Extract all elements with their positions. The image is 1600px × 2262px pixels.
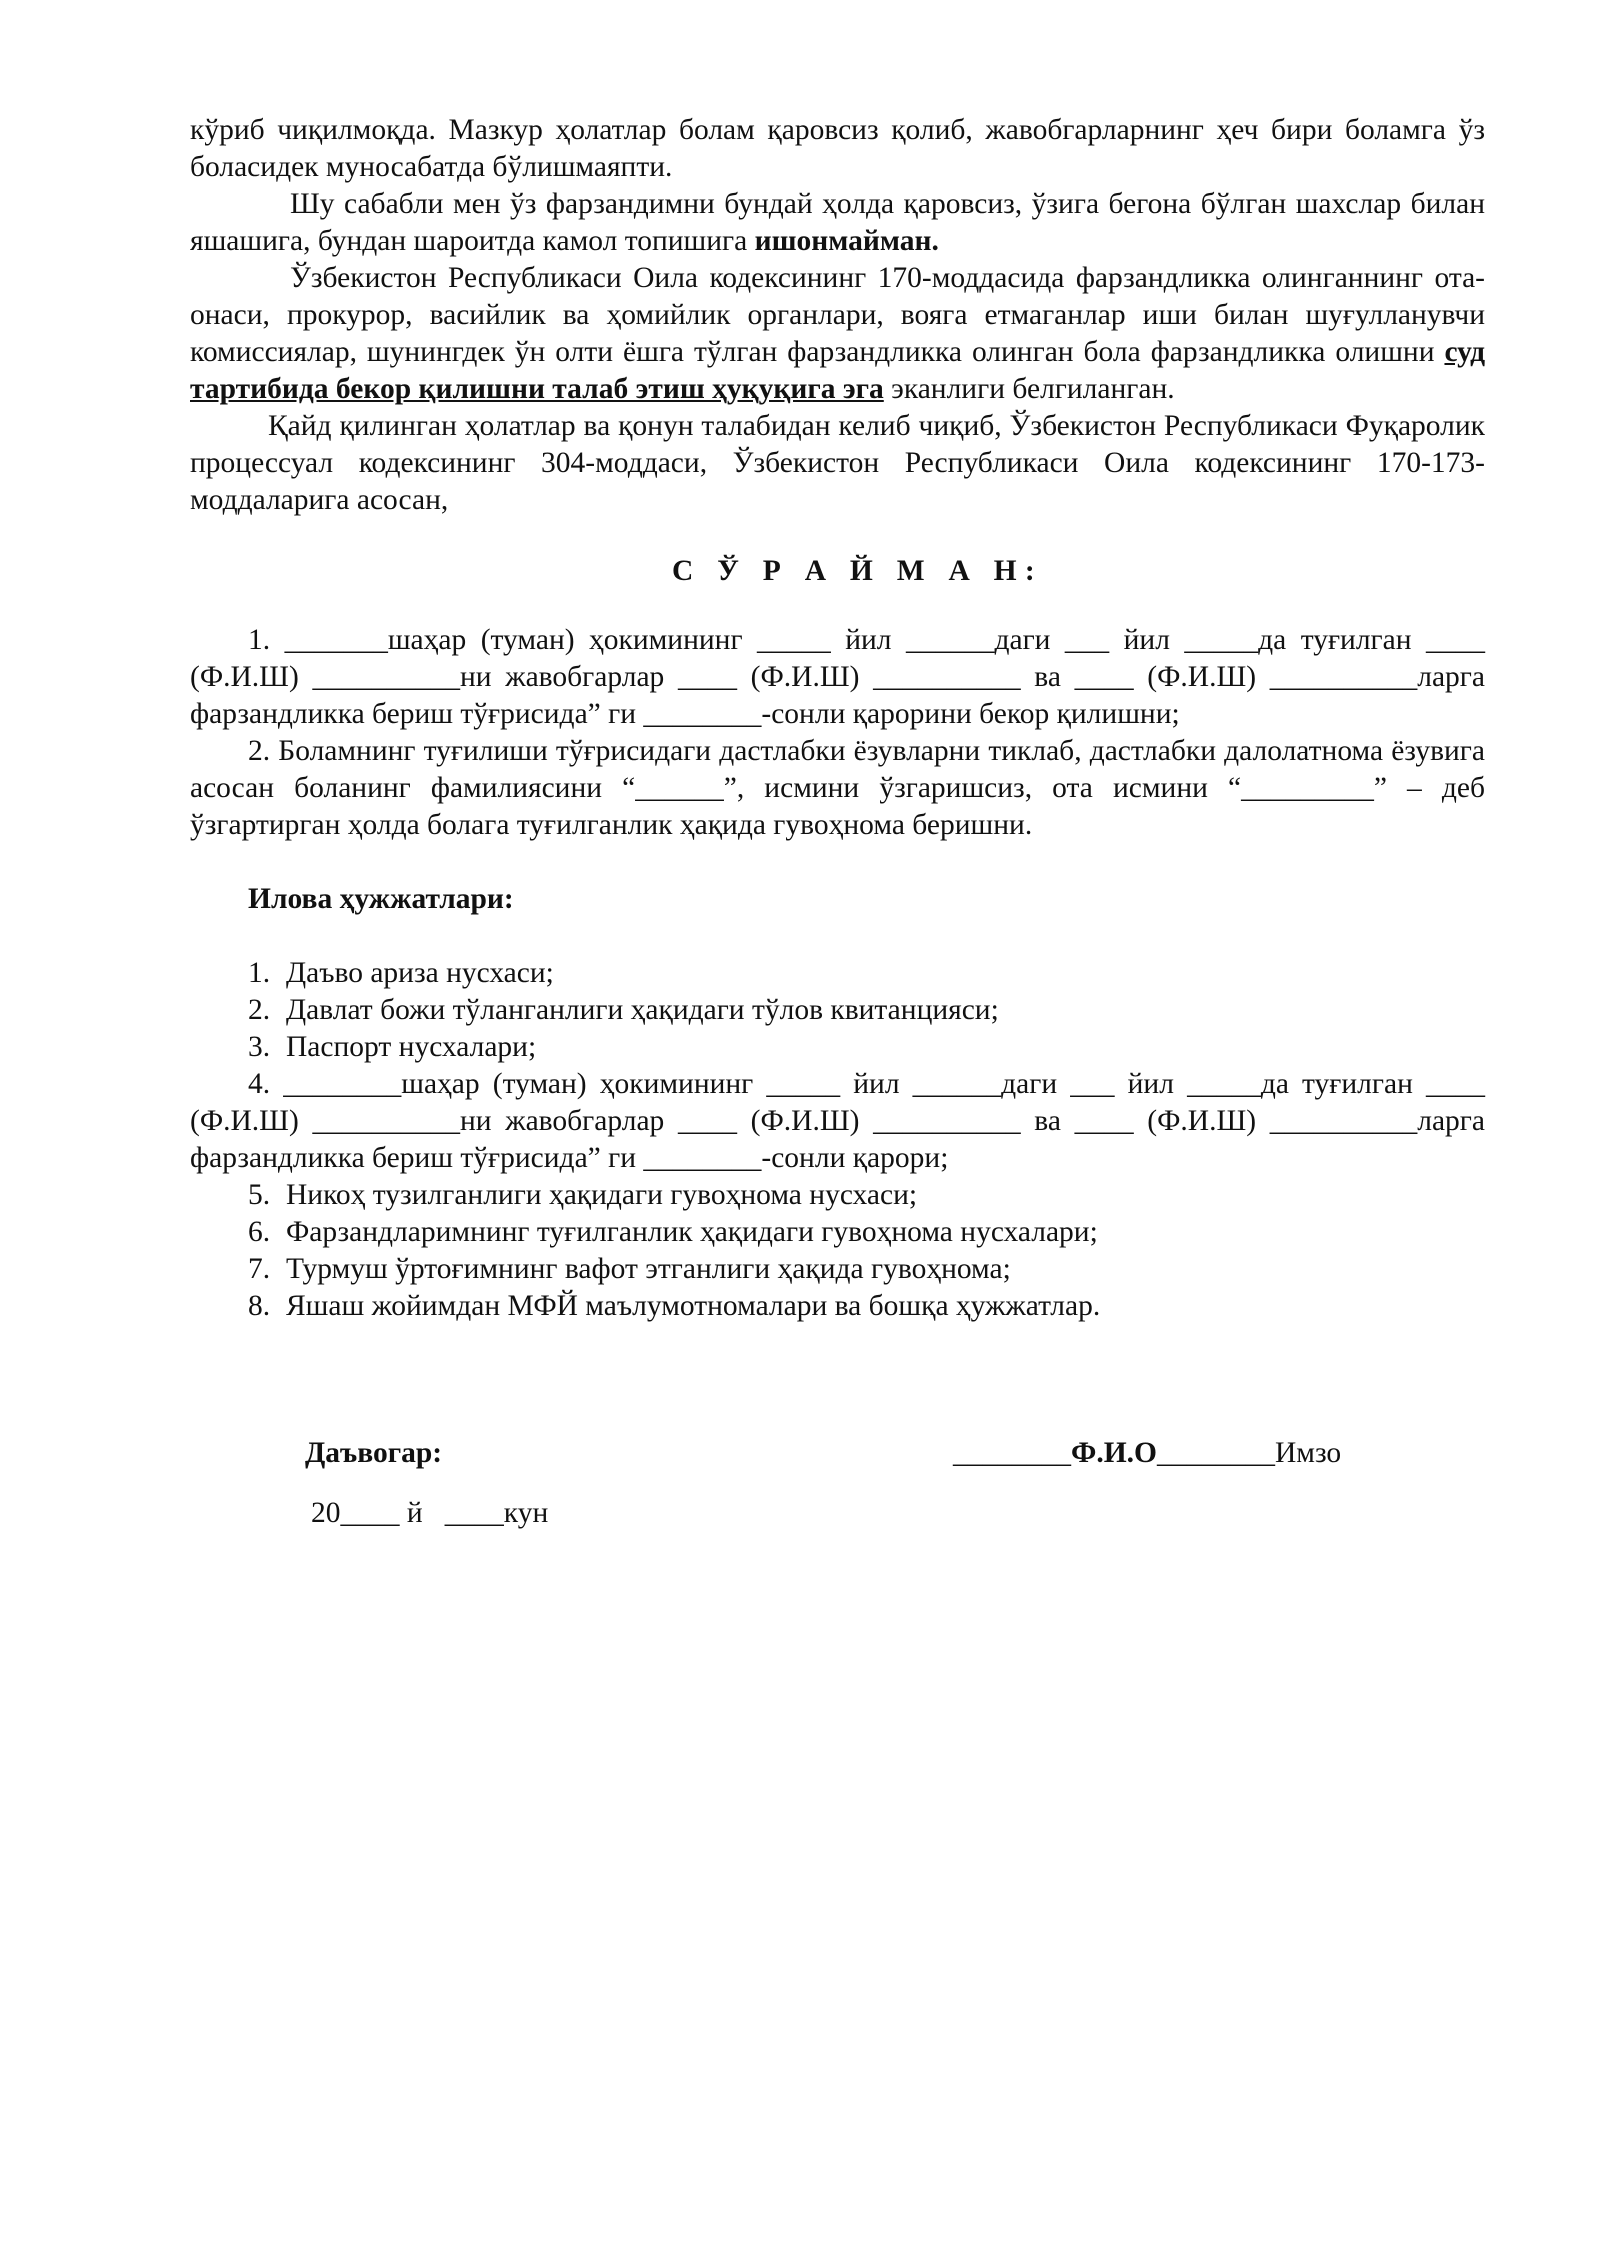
paragraph-2-bold: ишонмайман. bbox=[754, 225, 939, 257]
attachment-item-8: 8. Яшаш жойимдан МФЙ маълумотномалари ва бошқа ҳужжатлар. bbox=[248, 1290, 1101, 1322]
paragraph-3-text: Ўзбекистон Республикаси Оила кодексининг 170-моддасида фарзандликка олинганнинг ота-онаси, прокурор, васийлик ва ҳомийлик органлари, вояга етмаганлар иши билан шуғулланувчи комиссиялар, шунингдек ўн олти ёшга тўлган фарзандликка олинган бола фарзандликка олишни bbox=[190, 262, 1485, 368]
attachment-item-5: 5. Никоҳ тузилганлиги ҳақидаги гувоҳнома нусхаси; bbox=[248, 1179, 918, 1211]
signature-line bbox=[953, 1435, 1341, 1472]
sign-label: Имзо bbox=[1274, 1437, 1342, 1469]
paragraph-4: Қайд қилинган ҳолатлар ва қонун талабидан келиб чиқиб, Ўзбекистон Республикаси Фуқаролик процессуал кодексининг 304-моддаси, Ўзбекистон Республикаси Оила кодексининг 170-173-моддаларига асосан, bbox=[190, 410, 1485, 516]
paragraph-3 bbox=[190, 260, 1485, 408]
request-heading: С Ў Р А Й М А Н: bbox=[672, 555, 1043, 587]
fio-label: Ф.И.О bbox=[1071, 1437, 1157, 1469]
attachment-item-6: 6. Фарзандларимнинг туғилганлик ҳақидаги гувоҳнома нусхалари; bbox=[248, 1216, 1098, 1248]
request-item-1: 1. _______шаҳар (туман) ҳокимининг _____ йил ______даги ___ йил _____да туғилган ____ (Ф.И.Ш) __________ни жавобгарлар ____ (Ф.И.Ш) __________ ва ____ (Ф.И.Ш) __________ларга фарзандликка бериш тўғрисида” ги ________-сонли қарорини бекор қилишни; bbox=[190, 624, 1485, 730]
paragraph-2-text: Шу сабабли мен ўз фарзандимни бундай ҳолда қаровсиз, ўзига бегона бўлган шахслар билан яшашига, бундан шароитда камол топишига bbox=[190, 188, 1485, 257]
paragraph-1: кўриб чиқилмоқда. Мазкур ҳолатлар болам қаровсиз қолиб, жавобгарларнинг ҳеч бири боламга ўз боласидек муносабатда бўлишмаяпти. bbox=[190, 114, 1485, 183]
date-line bbox=[190, 1495, 1485, 1532]
attachment-item-7: 7. Турмуш ўртоғимнинг вафот этганлиги ҳақида гувоҳнома; bbox=[248, 1253, 1011, 1285]
paragraph-2 bbox=[190, 186, 1485, 260]
signature-blank-left: ________ bbox=[953, 1437, 1071, 1469]
signature-blank-right: ________ bbox=[1156, 1437, 1275, 1469]
attachment-item-1: 1. Даъво ариза нусхаси; bbox=[248, 957, 554, 989]
request-item-2: 2. Боламнинг туғилиши тўғрисидаги дастлабки ёзувларни тиклаб, дастлабки далолатнома ёзувига асосан боланинг фамилиясини “______”, исмини ўзгаришсиз, ота исмини “_________” – деб ўзгартирган ҳолда болага туғилганлик ҳақида гувоҳнома беришни. bbox=[190, 735, 1485, 841]
attachments-title: Илова ҳужжатлари: bbox=[248, 883, 514, 915]
document-page bbox=[190, 112, 1485, 1532]
paragraph-3-emphasis: суд тартибида бекор қилишни талаб этиш ҳуқуқига эга bbox=[190, 336, 1485, 405]
attachment-item-2: 2. Давлат божи тўланганлиги ҳақидаги тўлов квитанцияси; bbox=[248, 994, 999, 1026]
paragraph-3-tail: эканлиги белгиланган. bbox=[883, 373, 1175, 405]
attachment-item-4: 4. ________шаҳар (туман) ҳокимининг _____ йил ______даги ___ йил _____да туғилган ____ (Ф.И.Ш) __________ни жавобгарлар ____ (Ф.И.Ш) __________ ва ____ (Ф.И.Ш) __________ларга фарзандликка бериш тўғрисида” ги ________-сонли қарори; bbox=[190, 1068, 1485, 1174]
signature-block bbox=[190, 1435, 1485, 1475]
date-text: 20____ й ____кун bbox=[311, 1497, 549, 1529]
attachment-item-3: 3. Паспорт нусхалари; bbox=[248, 1031, 537, 1063]
plaintiff-label: Даъвогар: bbox=[305, 1437, 443, 1469]
